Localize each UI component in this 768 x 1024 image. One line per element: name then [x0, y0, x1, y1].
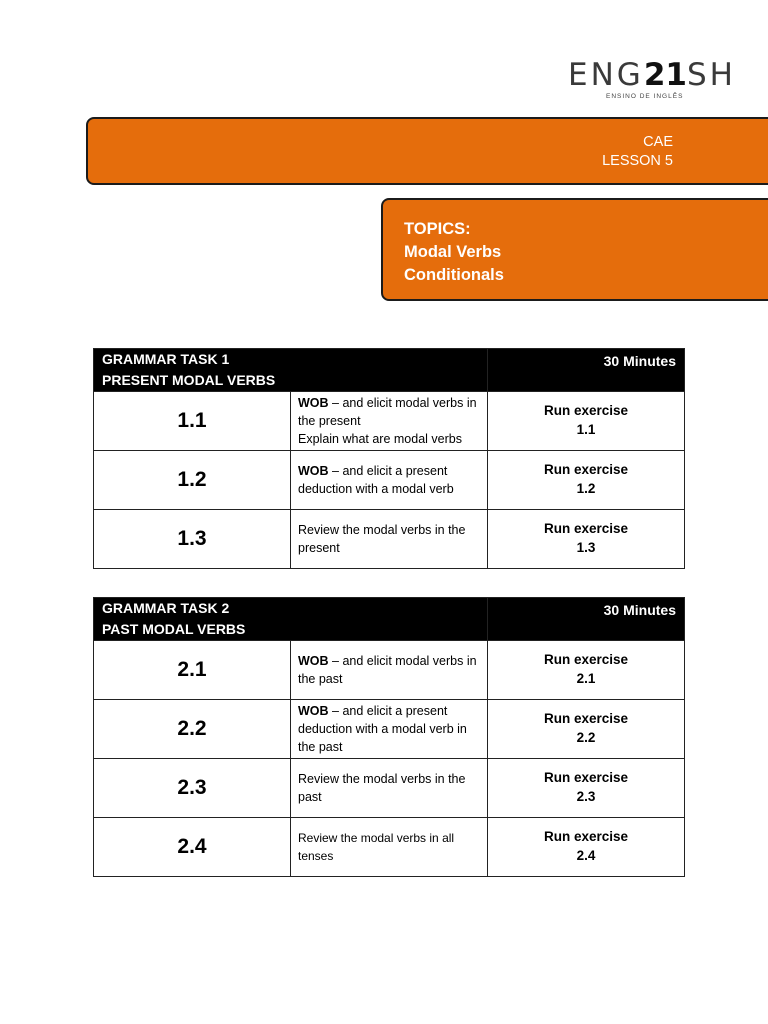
- wob-label: WOB: [298, 704, 329, 718]
- wob-label: WOB: [298, 654, 329, 668]
- brand-logo: [566, 58, 738, 100]
- task-header-title: [94, 349, 488, 392]
- task-duration: 30 Minutes: [488, 349, 685, 392]
- description-text: – and elicit modal verbs in the present: [298, 396, 477, 428]
- run-exercise-label: Run exercise 2.4: [488, 818, 685, 877]
- grammar-task-2-table: [93, 597, 685, 877]
- exercise-number: 2.1: [94, 641, 291, 700]
- exercise-description: [291, 451, 488, 510]
- exercise-description: [291, 641, 488, 700]
- run-exercise-label: Run exercise 1.3: [488, 510, 685, 569]
- topic-item: Modal Verbs: [404, 243, 502, 261]
- task-header-row: [94, 349, 685, 392]
- exercise-number: 2.3: [94, 759, 291, 818]
- exercise-number: 2.2: [94, 700, 291, 759]
- logo-wordmark: ENG21SH: [568, 57, 736, 93]
- logo-tagline: ENSINO DE INGLÊS: [606, 93, 684, 100]
- task-subtitle: PRESENT MODAL VERBS: [102, 372, 276, 388]
- task-title: GRAMMAR TASK 2: [102, 600, 230, 616]
- topic-item: Conditionals: [404, 266, 504, 284]
- run-exercise-label: Run exercise 2.1: [488, 641, 685, 700]
- exercise-description: [291, 759, 488, 818]
- topics-heading: TOPICS:: [404, 220, 471, 238]
- course-label: CAE: [643, 134, 673, 150]
- table-row: [94, 641, 685, 700]
- exercise-description: [291, 818, 488, 877]
- description-text-2: Explain what are modal verbs: [298, 432, 462, 446]
- description-text: Review the modal verbs in the present: [298, 523, 466, 555]
- banner-text: [602, 133, 673, 171]
- table-row: [94, 818, 685, 877]
- exercise-description: [291, 700, 488, 759]
- description-text: – and elicit a present deduction with a modal verb in the past: [298, 704, 467, 754]
- exercise-number: 1.2: [94, 451, 291, 510]
- lesson-banner: [86, 117, 768, 185]
- table-row: [94, 759, 685, 818]
- task-duration: 30 Minutes: [488, 598, 685, 641]
- description-text: Review the modal verbs in all tenses: [298, 831, 455, 863]
- table-row: [94, 700, 685, 759]
- task-header-row: [94, 598, 685, 641]
- exercise-number: 1.3: [94, 510, 291, 569]
- task-title: GRAMMAR TASK 1: [102, 351, 230, 367]
- wob-label: WOB: [298, 396, 329, 410]
- description-text: – and elicit modal verbs in the past: [298, 654, 477, 686]
- exercise-number: 1.1: [94, 392, 291, 451]
- exercise-description: [291, 392, 488, 451]
- description-text: – and elicit a present deduction with a modal verb: [298, 464, 454, 496]
- topics-box: [381, 198, 768, 301]
- run-exercise-label: Run exercise 2.3: [488, 759, 685, 818]
- run-exercise-label: Run exercise 1.1: [488, 392, 685, 451]
- run-exercise-label: Run exercise 1.2: [488, 451, 685, 510]
- task-header-title: [94, 598, 488, 641]
- description-text: Review the modal verbs in the past: [298, 772, 466, 804]
- table-row: [94, 510, 685, 569]
- topics-text: [404, 218, 504, 287]
- run-exercise-label: Run exercise 2.2: [488, 700, 685, 759]
- exercise-description: [291, 510, 488, 569]
- wob-label: WOB: [298, 464, 329, 478]
- grammar-task-1-table: [93, 348, 685, 569]
- table-row: [94, 451, 685, 510]
- table-row: [94, 392, 685, 451]
- task-subtitle: PAST MODAL VERBS: [102, 621, 246, 637]
- exercise-number: 2.4: [94, 818, 291, 877]
- lesson-label: LESSON 5: [602, 153, 673, 169]
